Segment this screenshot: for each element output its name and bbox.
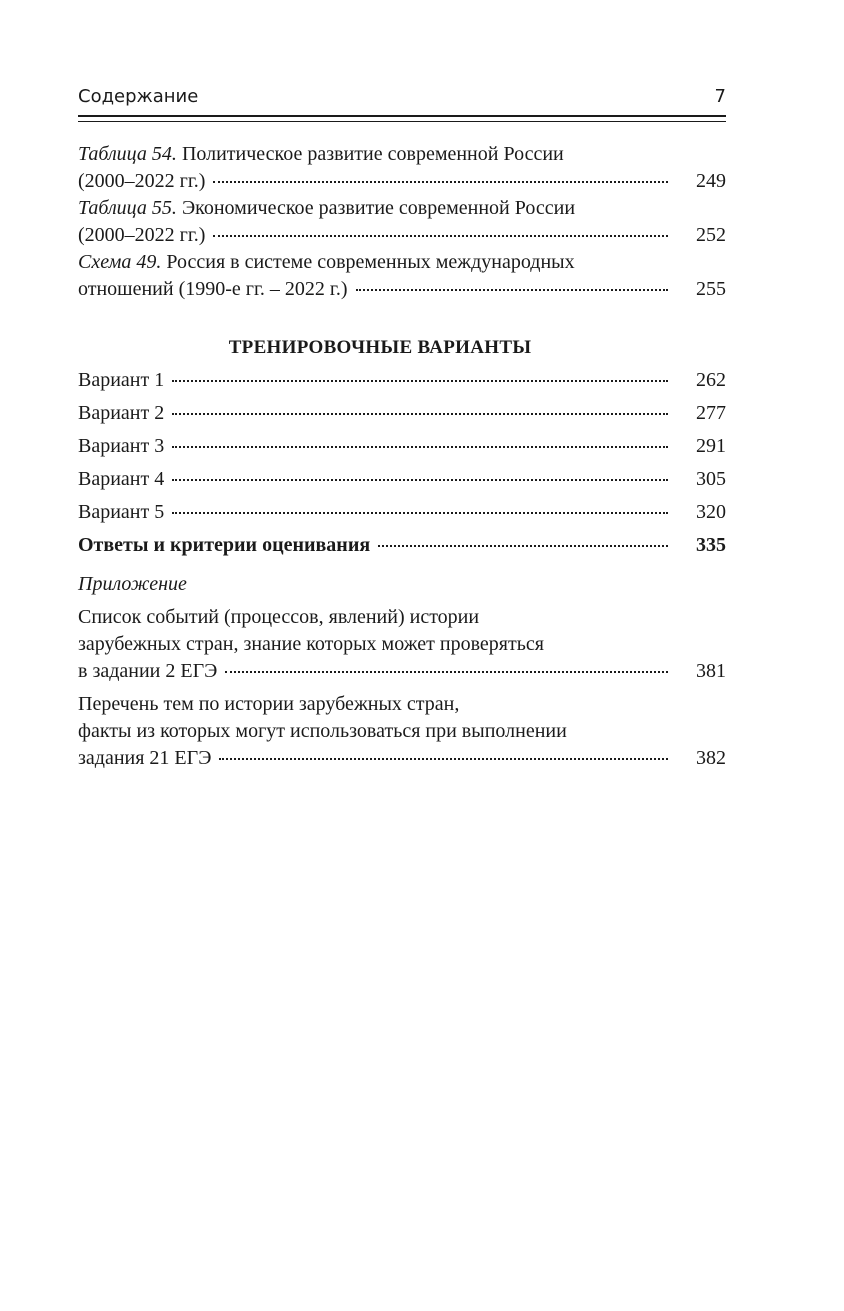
dot-leader (172, 446, 668, 448)
dot-leader (172, 380, 668, 382)
toc-group-variants (78, 367, 726, 559)
entry-title-line: в задании 2 ЕГЭ (78, 660, 218, 682)
entry-title: Вариант 4 (78, 468, 165, 490)
header-rule-thick (78, 115, 726, 117)
toc-entry-answers[interactable] (78, 532, 726, 559)
dot-leader (219, 758, 668, 760)
toc-entry-appendix-topics-list[interactable] (78, 691, 726, 772)
entry-title: Вариант 2 (78, 402, 165, 424)
entry-title-line: (2000–2022 гг.) (78, 224, 206, 246)
entry-title-line: (2000–2022 гг.) (78, 170, 206, 192)
entry-page-number: 335 (696, 534, 726, 556)
dot-leader (356, 289, 668, 291)
dot-leader (213, 235, 668, 237)
dot-leader (378, 545, 668, 547)
entry-page-number: 320 (696, 501, 726, 523)
dot-leader (225, 671, 668, 673)
toc-entry-appendix-events-list[interactable] (78, 604, 726, 685)
running-head (78, 86, 726, 107)
table-of-contents (78, 141, 726, 772)
dot-leader (172, 413, 668, 415)
entry-title-line: Список событий (процессов, явлений) истории (78, 606, 480, 628)
header-rule-thin (78, 121, 726, 122)
dot-leader (213, 181, 668, 183)
toc-entry-table-55[interactable] (78, 195, 726, 249)
running-head-title: Содержание (78, 86, 199, 107)
entry-page-number: 255 (696, 278, 726, 300)
entry-label: Схема 49. (78, 251, 162, 273)
entry-title-line: задания 21 ЕГЭ (78, 747, 212, 769)
entry-page-number: 262 (696, 369, 726, 391)
section-title: ТРЕНИРОВОЧНЫЕ ВАРИАНТЫ (228, 337, 532, 358)
entry-title-line: Перечень тем по истории зарубежных стран, (78, 693, 460, 715)
entry-page-number: 252 (696, 224, 726, 246)
entry-page-number: 291 (696, 435, 726, 457)
entry-label: Таблица 54. (78, 143, 177, 165)
entry-page-number: 249 (696, 170, 726, 192)
toc-entry-scheme-49[interactable] (78, 249, 726, 303)
entry-title: Вариант 1 (78, 369, 165, 391)
entry-title-line: зарубежных стран, знание которых может проверяться (78, 633, 544, 655)
toc-entry-variant-3[interactable] (78, 433, 726, 460)
toc-entry-variant-5[interactable] (78, 499, 726, 526)
entry-title-line: факты из которых могут использоваться при выполнении (78, 720, 567, 742)
toc-group-tables (78, 141, 726, 303)
entry-title: Вариант 5 (78, 501, 165, 523)
page-number: 7 (714, 86, 726, 107)
entry-title-line: отношений (1990-е гг. – 2022 г.) (78, 278, 348, 300)
dot-leader (172, 512, 668, 514)
entry-title-line: Политическое развитие современной России (176, 143, 564, 165)
dot-leader (172, 479, 668, 481)
entry-page-number: 305 (696, 468, 726, 490)
toc-entry-variant-2[interactable] (78, 400, 726, 427)
entry-page-number: 382 (696, 747, 726, 769)
entry-page-number: 381 (696, 660, 726, 682)
entry-label: Таблица 55. (78, 197, 177, 219)
entry-title-line: Экономическое развитие современной России (176, 197, 576, 219)
toc-entry-variant-4[interactable] (78, 466, 726, 493)
entry-title-line: Россия в системе современных международных (161, 251, 575, 273)
entry-title: Вариант 3 (78, 435, 165, 457)
toc-entry-table-54[interactable] (78, 141, 726, 195)
appendix-label: Приложение (78, 573, 187, 595)
entry-title: Ответы и критерии оценивания (78, 534, 371, 556)
toc-entry-variant-1[interactable] (78, 367, 726, 394)
entry-page-number: 277 (696, 402, 726, 424)
